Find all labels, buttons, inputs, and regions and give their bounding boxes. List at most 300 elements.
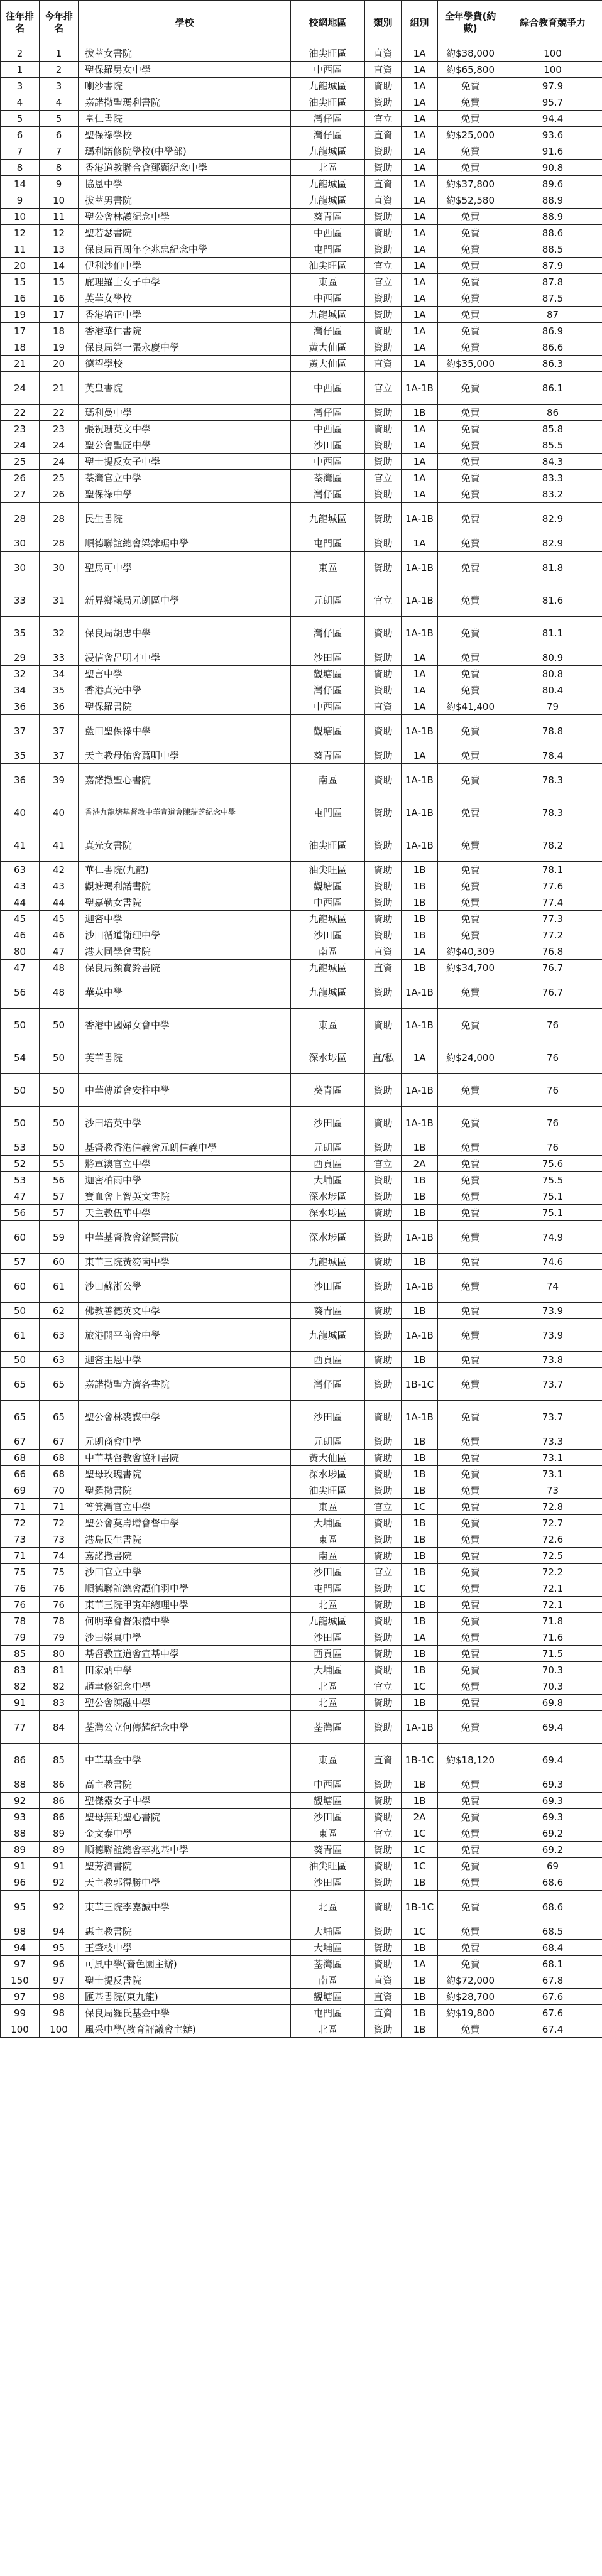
previous-rank-cell: 43 xyxy=(1,878,40,894)
band-cell: 1A-1B xyxy=(402,976,438,1009)
previous-rank-cell: 97 xyxy=(1,1989,40,2005)
score-cell: 67.6 xyxy=(503,1989,602,2005)
previous-rank-cell: 23 xyxy=(1,421,40,437)
table-row xyxy=(1,209,602,225)
table-row xyxy=(1,862,602,878)
previous-rank-cell: 83 xyxy=(1,1662,40,1678)
tuition-cell: 免費 xyxy=(438,454,503,470)
district-cell: 深水埗區 xyxy=(291,1188,365,1205)
band-cell: 1A xyxy=(402,62,438,78)
tuition-cell: 免費 xyxy=(438,241,503,258)
tuition-cell: 免費 xyxy=(438,1809,503,1825)
score-cell: 72.5 xyxy=(503,1548,602,1564)
table-row xyxy=(1,2021,602,2038)
school-name-cell: 香港道教聯合會鄧顯紀念中學 xyxy=(79,160,291,176)
table-row xyxy=(1,1368,602,1401)
district-cell: 中西區 xyxy=(291,372,365,405)
tuition-cell: 免費 xyxy=(438,503,503,535)
category-cell: 資助 xyxy=(365,1580,402,1597)
district-cell: 油尖旺區 xyxy=(291,862,365,878)
table-row xyxy=(1,160,602,176)
category-cell: 官立 xyxy=(365,1156,402,1172)
category-cell: 直資 xyxy=(365,45,402,62)
previous-rank-cell: 96 xyxy=(1,1874,40,1891)
previous-rank-cell: 88 xyxy=(1,1825,40,1842)
previous-rank-cell: 61 xyxy=(1,1319,40,1352)
current-rank-cell: 98 xyxy=(40,1989,79,2005)
score-cell: 95.7 xyxy=(503,94,602,111)
current-rank-cell: 28 xyxy=(40,535,79,552)
band-cell: 1C xyxy=(402,1825,438,1842)
band-cell: 1A xyxy=(402,274,438,290)
score-cell: 73.9 xyxy=(503,1319,602,1352)
band-cell: 1B xyxy=(402,862,438,878)
current-rank-cell: 6 xyxy=(40,127,79,143)
band-cell: 1B xyxy=(402,1989,438,2005)
district-cell: 元朗區 xyxy=(291,1139,365,1156)
previous-rank-cell: 80 xyxy=(1,943,40,960)
table-row xyxy=(1,1793,602,1809)
table-row xyxy=(1,372,602,405)
school-name-cell: 聖公會莫壽增會督中學 xyxy=(79,1515,291,1531)
band-cell: 1A-1B xyxy=(402,503,438,535)
score-cell: 76.8 xyxy=(503,943,602,960)
table-row xyxy=(1,1597,602,1613)
tuition-cell: 免費 xyxy=(438,1319,503,1352)
current-rank-cell: 18 xyxy=(40,323,79,339)
district-cell: 中西區 xyxy=(291,1776,365,1793)
table-row xyxy=(1,78,602,94)
current-rank-cell: 96 xyxy=(40,1956,79,1972)
score-cell: 97.9 xyxy=(503,78,602,94)
category-cell: 官立 xyxy=(365,372,402,405)
category-cell: 資助 xyxy=(365,323,402,339)
school-name-cell: 聖羅撒書院 xyxy=(79,1482,291,1499)
tuition-cell: 免費 xyxy=(438,486,503,503)
category-cell: 官立 xyxy=(365,584,402,617)
score-cell: 78.3 xyxy=(503,796,602,829)
table-row xyxy=(1,1891,602,1923)
district-cell: 九龍城區 xyxy=(291,143,365,160)
current-rank-cell: 17 xyxy=(40,307,79,323)
category-cell: 資助 xyxy=(365,1205,402,1221)
category-cell: 資助 xyxy=(365,437,402,454)
previous-rank-cell: 17 xyxy=(1,323,40,339)
previous-rank-cell: 67 xyxy=(1,1433,40,1450)
school-name-cell: 荃灣公立何傳耀紀念中學 xyxy=(79,1711,291,1744)
table-row xyxy=(1,584,602,617)
score-cell: 71.8 xyxy=(503,1613,602,1629)
category-cell: 資助 xyxy=(365,1891,402,1923)
score-cell: 87.5 xyxy=(503,290,602,307)
table-row xyxy=(1,1303,602,1319)
band-cell: 1A xyxy=(402,176,438,192)
school-name-cell: 天主教郭得勝中學 xyxy=(79,1874,291,1891)
score-cell: 93.6 xyxy=(503,127,602,143)
table-row xyxy=(1,1842,602,1858)
score-cell: 78.3 xyxy=(503,764,602,796)
district-cell: 黃大仙區 xyxy=(291,1450,365,1466)
table-row xyxy=(1,1254,602,1270)
table-row xyxy=(1,339,602,356)
tuition-cell: 免費 xyxy=(438,1009,503,1041)
band-cell: 1A-1B xyxy=(402,829,438,862)
previous-rank-cell: 8 xyxy=(1,160,40,176)
district-cell: 屯門區 xyxy=(291,535,365,552)
score-cell: 79 xyxy=(503,698,602,715)
tuition-cell: 免費 xyxy=(438,1662,503,1678)
band-cell: 1B xyxy=(402,1466,438,1482)
district-cell: 南區 xyxy=(291,1548,365,1564)
band-cell: 1A xyxy=(402,437,438,454)
score-cell: 100 xyxy=(503,45,602,62)
previous-rank-cell: 45 xyxy=(1,911,40,927)
current-rank-cell: 47 xyxy=(40,943,79,960)
school-name-cell: 庇理羅士女子中學 xyxy=(79,274,291,290)
district-cell: 觀塘區 xyxy=(291,878,365,894)
district-cell: 灣仔區 xyxy=(291,1368,365,1401)
tuition-cell: 約$65,800 xyxy=(438,62,503,78)
school-name-cell: 英皇書院 xyxy=(79,372,291,405)
tuition-cell: 免費 xyxy=(438,2021,503,2038)
category-cell: 資助 xyxy=(365,1629,402,1646)
category-cell: 資助 xyxy=(365,715,402,747)
tuition-cell: 免費 xyxy=(438,1466,503,1482)
current-rank-cell: 19 xyxy=(40,339,79,356)
band-cell: 1A xyxy=(402,943,438,960)
category-cell: 直資 xyxy=(365,943,402,960)
school-name-cell: 順德聯誼總會梁銶琚中學 xyxy=(79,535,291,552)
current-rank-cell: 92 xyxy=(40,1874,79,1891)
tuition-cell: 免費 xyxy=(438,1825,503,1842)
category-cell: 資助 xyxy=(365,1874,402,1891)
district-cell: 東區 xyxy=(291,1744,365,1776)
school-name-cell: 英華女學校 xyxy=(79,290,291,307)
score-cell: 73.8 xyxy=(503,1352,602,1368)
district-cell: 油尖旺區 xyxy=(291,1482,365,1499)
table-row xyxy=(1,617,602,649)
score-cell: 80.8 xyxy=(503,666,602,682)
band-cell: 1B xyxy=(402,1482,438,1499)
table-row xyxy=(1,943,602,960)
score-cell: 76 xyxy=(503,1107,602,1139)
band-cell: 1A xyxy=(402,94,438,111)
current-rank-cell: 30 xyxy=(40,552,79,584)
header-category: 類別 xyxy=(365,1,402,45)
previous-rank-cell: 89 xyxy=(1,1842,40,1858)
district-cell: 荃灣區 xyxy=(291,1956,365,1972)
category-cell: 資助 xyxy=(365,405,402,421)
table-row xyxy=(1,666,602,682)
district-cell: 西貢區 xyxy=(291,1156,365,1172)
current-rank-cell: 56 xyxy=(40,1172,79,1188)
score-cell: 73.1 xyxy=(503,1466,602,1482)
table-row xyxy=(1,1172,602,1188)
school-name-cell: 元朗商會中學 xyxy=(79,1433,291,1450)
previous-rank-cell: 50 xyxy=(1,1303,40,1319)
school-name-cell: 趙聿修紀念中學 xyxy=(79,1678,291,1695)
score-cell: 73.9 xyxy=(503,1303,602,1319)
category-cell: 官立 xyxy=(365,274,402,290)
current-rank-cell: 31 xyxy=(40,584,79,617)
district-cell: 葵青區 xyxy=(291,747,365,764)
category-cell: 官立 xyxy=(365,1678,402,1695)
table-row xyxy=(1,290,602,307)
district-cell: 大埔區 xyxy=(291,1940,365,1956)
table-row xyxy=(1,796,602,829)
school-name-cell: 沙田循道衛理中學 xyxy=(79,927,291,943)
current-rank-cell: 14 xyxy=(40,258,79,274)
category-cell: 資助 xyxy=(365,1940,402,1956)
score-cell: 78.8 xyxy=(503,715,602,747)
tuition-cell: 免費 xyxy=(438,1107,503,1139)
tuition-cell: 免費 xyxy=(438,290,503,307)
band-cell: 1A-1B xyxy=(402,1319,438,1352)
district-cell: 中西區 xyxy=(291,698,365,715)
table-row xyxy=(1,127,602,143)
district-cell: 南區 xyxy=(291,1972,365,1989)
school-name-cell: 拔萃女書院 xyxy=(79,45,291,62)
band-cell: 1A-1B xyxy=(402,764,438,796)
table-row xyxy=(1,976,602,1009)
district-cell: 東區 xyxy=(291,274,365,290)
current-rank-cell: 21 xyxy=(40,372,79,405)
tuition-cell: 約$34,700 xyxy=(438,960,503,976)
score-cell: 76 xyxy=(503,1041,602,1074)
district-cell: 北區 xyxy=(291,1695,365,1711)
band-cell: 1C xyxy=(402,1499,438,1515)
score-cell: 73.3 xyxy=(503,1433,602,1450)
category-cell: 資助 xyxy=(365,862,402,878)
previous-rank-cell: 66 xyxy=(1,1466,40,1482)
tuition-cell: 免費 xyxy=(438,421,503,437)
category-cell: 直資 xyxy=(365,1744,402,1776)
previous-rank-cell: 11 xyxy=(1,241,40,258)
category-cell: 資助 xyxy=(365,666,402,682)
district-cell: 東區 xyxy=(291,1499,365,1515)
district-cell: 葵青區 xyxy=(291,1303,365,1319)
school-name-cell: 聖公會林護紀念中學 xyxy=(79,209,291,225)
band-cell: 1A xyxy=(402,1629,438,1646)
school-name-cell: 高主教書院 xyxy=(79,1776,291,1793)
previous-rank-cell: 47 xyxy=(1,960,40,976)
category-cell: 資助 xyxy=(365,682,402,698)
category-cell: 資助 xyxy=(365,78,402,94)
category-cell: 資助 xyxy=(365,1858,402,1874)
score-cell: 72.1 xyxy=(503,1597,602,1613)
current-rank-cell: 4 xyxy=(40,94,79,111)
table-row xyxy=(1,323,602,339)
band-cell: 1A-1B xyxy=(402,552,438,584)
band-cell: 1A-1B xyxy=(402,1270,438,1303)
tuition-cell: 免費 xyxy=(438,649,503,666)
score-cell: 88.5 xyxy=(503,241,602,258)
band-cell: 1A-1B xyxy=(402,1711,438,1744)
school-name-cell: 順德聯誼總會譚伯羽中學 xyxy=(79,1580,291,1597)
table-row xyxy=(1,1450,602,1466)
previous-rank-cell: 19 xyxy=(1,307,40,323)
table-row xyxy=(1,1482,602,1499)
band-cell: 1B xyxy=(402,1646,438,1662)
district-cell: 深水埗區 xyxy=(291,1041,365,1074)
category-cell: 官立 xyxy=(365,258,402,274)
previous-rank-cell: 4 xyxy=(1,94,40,111)
previous-rank-cell: 15 xyxy=(1,274,40,290)
category-cell: 資助 xyxy=(365,503,402,535)
band-cell: 1A xyxy=(402,486,438,503)
previous-rank-cell: 53 xyxy=(1,1172,40,1188)
band-cell: 1B xyxy=(402,927,438,943)
tuition-cell: 約$52,580 xyxy=(438,192,503,209)
table-row xyxy=(1,1776,602,1793)
score-cell: 90.8 xyxy=(503,160,602,176)
category-cell: 資助 xyxy=(365,94,402,111)
category-cell: 資助 xyxy=(365,2021,402,2038)
tuition-cell: 免費 xyxy=(438,1629,503,1646)
category-cell: 資助 xyxy=(365,209,402,225)
table-row xyxy=(1,1972,602,1989)
district-cell: 西貢區 xyxy=(291,1352,365,1368)
band-cell: 1A xyxy=(402,45,438,62)
tuition-cell: 免費 xyxy=(438,1074,503,1107)
tuition-cell: 約$28,700 xyxy=(438,1989,503,2005)
district-cell: 灣仔區 xyxy=(291,405,365,421)
score-cell: 83.2 xyxy=(503,486,602,503)
current-rank-cell: 68 xyxy=(40,1450,79,1466)
table-row xyxy=(1,1041,602,1074)
school-name-cell: 香港華仁書院 xyxy=(79,323,291,339)
category-cell: 資助 xyxy=(365,894,402,911)
table-row xyxy=(1,356,602,372)
table-body xyxy=(1,45,602,2038)
tuition-cell: 免費 xyxy=(438,1433,503,1450)
current-rank-cell: 24 xyxy=(40,454,79,470)
district-cell: 九龍城區 xyxy=(291,78,365,94)
band-cell: 1B xyxy=(402,1433,438,1450)
previous-rank-cell: 10 xyxy=(1,209,40,225)
school-name-cell: 港島民生書院 xyxy=(79,1531,291,1548)
category-cell: 資助 xyxy=(365,339,402,356)
band-cell: 1A xyxy=(402,307,438,323)
school-name-cell: 英華書院 xyxy=(79,1041,291,1074)
school-name-cell: 聖馬可中學 xyxy=(79,552,291,584)
previous-rank-cell: 35 xyxy=(1,617,40,649)
score-cell: 72.7 xyxy=(503,1515,602,1531)
table-row xyxy=(1,258,602,274)
tuition-cell: 免費 xyxy=(438,1940,503,1956)
table-row xyxy=(1,878,602,894)
district-cell: 灣仔區 xyxy=(291,617,365,649)
table-row xyxy=(1,1401,602,1433)
previous-rank-cell: 91 xyxy=(1,1695,40,1711)
score-cell: 69.3 xyxy=(503,1809,602,1825)
school-name-cell: 嘉諾撒聖心書院 xyxy=(79,764,291,796)
previous-rank-cell: 14 xyxy=(1,176,40,192)
current-rank-cell: 24 xyxy=(40,437,79,454)
category-cell: 官立 xyxy=(365,111,402,127)
tuition-cell: 免費 xyxy=(438,1597,503,1613)
district-cell: 東區 xyxy=(291,1825,365,1842)
category-cell: 直資 xyxy=(365,356,402,372)
score-cell: 68.1 xyxy=(503,1956,602,1972)
category-cell: 直資 xyxy=(365,192,402,209)
band-cell: 1A xyxy=(402,535,438,552)
district-cell: 西貢區 xyxy=(291,1646,365,1662)
tuition-cell: 免費 xyxy=(438,405,503,421)
tuition-cell: 免費 xyxy=(438,927,503,943)
school-name-cell: 天主教伍華中學 xyxy=(79,1205,291,1221)
band-cell: 1A-1B xyxy=(402,1107,438,1139)
district-cell: 東區 xyxy=(291,1009,365,1041)
category-cell: 資助 xyxy=(365,1466,402,1482)
table-row xyxy=(1,1352,602,1368)
tuition-cell: 約$72,000 xyxy=(438,1972,503,1989)
score-cell: 78.2 xyxy=(503,829,602,862)
category-cell: 資助 xyxy=(365,1450,402,1466)
current-rank-cell: 97 xyxy=(40,1972,79,1989)
score-cell: 87.8 xyxy=(503,274,602,290)
current-rank-cell: 73 xyxy=(40,1531,79,1548)
band-cell: 1B xyxy=(402,1597,438,1613)
current-rank-cell: 67 xyxy=(40,1433,79,1450)
current-rank-cell: 76 xyxy=(40,1580,79,1597)
district-cell: 沙田區 xyxy=(291,649,365,666)
score-cell: 76 xyxy=(503,1139,602,1156)
previous-rank-cell: 71 xyxy=(1,1499,40,1515)
table-row xyxy=(1,94,602,111)
score-cell: 94.4 xyxy=(503,111,602,127)
tuition-cell: 免費 xyxy=(438,796,503,829)
band-cell: 1B xyxy=(402,2021,438,2038)
tuition-cell: 免費 xyxy=(438,1613,503,1629)
school-name-cell: 拔萃男書院 xyxy=(79,192,291,209)
category-cell: 資助 xyxy=(365,1809,402,1825)
district-cell: 東區 xyxy=(291,1531,365,1548)
band-cell: 1B xyxy=(402,1972,438,1989)
previous-rank-cell: 1 xyxy=(1,62,40,78)
score-cell: 76 xyxy=(503,1074,602,1107)
band-cell: 1A xyxy=(402,78,438,94)
district-cell: 油尖旺區 xyxy=(291,829,365,862)
category-cell: 直資 xyxy=(365,127,402,143)
current-rank-cell: 50 xyxy=(40,1041,79,1074)
current-rank-cell: 16 xyxy=(40,290,79,307)
score-cell: 82.9 xyxy=(503,535,602,552)
previous-rank-cell: 71 xyxy=(1,1548,40,1564)
district-cell: 油尖旺區 xyxy=(291,94,365,111)
current-rank-cell: 55 xyxy=(40,1156,79,1172)
district-cell: 沙田區 xyxy=(291,1874,365,1891)
current-rank-cell: 59 xyxy=(40,1221,79,1254)
category-cell: 資助 xyxy=(365,976,402,1009)
district-cell: 葵青區 xyxy=(291,1074,365,1107)
category-cell: 資助 xyxy=(365,1270,402,1303)
table-row xyxy=(1,143,602,160)
band-cell: 1A-1B xyxy=(402,715,438,747)
band-cell: 1A xyxy=(402,127,438,143)
score-cell: 81.8 xyxy=(503,552,602,584)
district-cell: 油尖旺區 xyxy=(291,258,365,274)
tuition-cell: 免費 xyxy=(438,94,503,111)
table-row xyxy=(1,1221,602,1254)
table-row xyxy=(1,960,602,976)
table-row xyxy=(1,241,602,258)
previous-rank-cell: 5 xyxy=(1,111,40,127)
score-cell: 88.6 xyxy=(503,225,602,241)
school-name-cell: 何明華會督銀禧中學 xyxy=(79,1613,291,1629)
score-cell: 78.1 xyxy=(503,862,602,878)
category-cell: 資助 xyxy=(365,1303,402,1319)
